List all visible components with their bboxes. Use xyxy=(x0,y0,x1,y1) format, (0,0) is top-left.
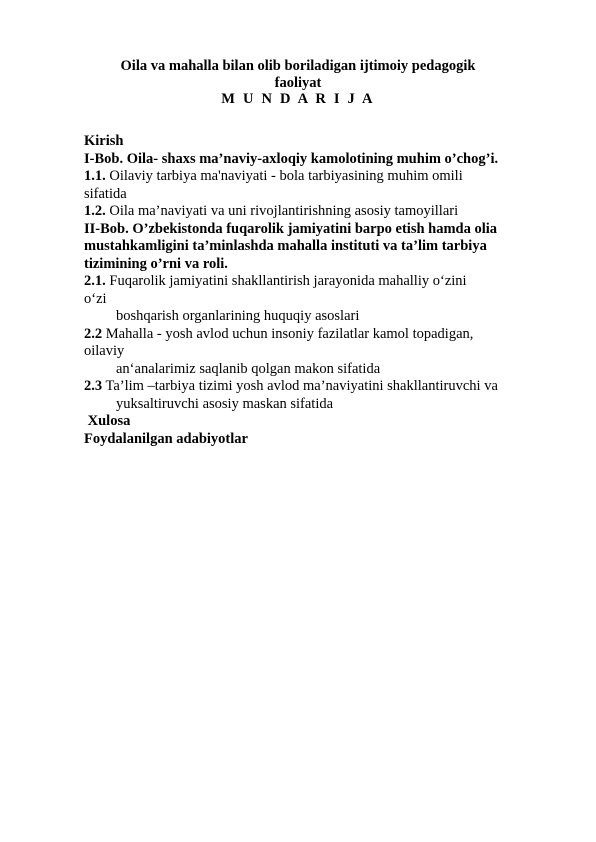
section-number: 2.3 xyxy=(84,378,103,394)
toc-chapter-1: I-Bob. Oila- shaxs ma’naviy-axloqiy kamolotining muhim o’chog’i. xyxy=(84,150,499,167)
title-line-2: faoliyat xyxy=(274,74,322,91)
toc-section-1-1-cont: sifatida xyxy=(84,185,127,202)
section-number: 1.1. xyxy=(84,168,106,184)
toc-references: Foydalanilgan adabiyotlar xyxy=(84,430,248,447)
title-line-1: Oila va mahalla bilan olib boriladigan ijtimoiy pedagogik xyxy=(120,58,476,74)
toc-chapter-2-line-2: mustahkamligini ta’minlashda mahalla instituti va ta’lim tarbiya xyxy=(84,238,487,254)
section-text: Ta’lim –tarbiya tizimi yosh avlod ma’naviyatini shakllantiruvchi va xyxy=(102,378,498,394)
section-text: Mahalla - yosh avlod uchun insoniy fazilatlar kamol topadigan, xyxy=(102,325,474,342)
toc-chapter-2-line-1: II-Bob. O’zbekistonda fuqarolik jamiyatini barpo etish hamda olia xyxy=(84,220,498,237)
section-number: 2.1. xyxy=(84,273,106,289)
toc-section-2-2-cont-2: an‘analarimiz saqlanib qolgan makon sifatida xyxy=(116,360,381,377)
toc-section-2-1-cont: o‘zi xyxy=(84,290,107,307)
section-text: Oilaviy tarbiya ma'naviyati - bola tarbiyasining muhim omili xyxy=(105,168,463,184)
section-text: Fuqarolik jamiyatini shakllantirish jarayonida mahalliy o‘zini xyxy=(105,273,467,289)
toc-section-2-3-cont: yuksaltiruvchi asosiy maskan sifatida xyxy=(116,395,334,412)
toc-intro: Kirish xyxy=(84,133,124,149)
toc-section-1-1 xyxy=(84,168,554,186)
toc-section-2-2 xyxy=(84,326,554,344)
toc-section-2-1 xyxy=(84,273,554,291)
section-text: Oila ma’naviyati va uni rivojlantirishning asosiy tamoyillari xyxy=(105,203,459,219)
toc-section-2-3 xyxy=(84,378,554,396)
toc-section-2-1-cont-2: boshqarish organlarining huquqiy asoslari xyxy=(116,308,360,324)
toc-section-2-2-cont: oilaviy xyxy=(84,343,125,359)
document-title xyxy=(84,58,512,108)
title-contents-heading: M U N D A R I J A xyxy=(221,91,375,107)
section-number: 2.2 xyxy=(84,325,103,342)
toc-conclusion: Xulosa xyxy=(84,413,131,429)
toc-chapter-2-line-3: tizimining o’rni va roli. xyxy=(84,255,228,272)
toc-section-1-2 xyxy=(84,203,554,221)
table-of-contents xyxy=(84,133,554,448)
section-number: 1.2. xyxy=(84,203,106,219)
